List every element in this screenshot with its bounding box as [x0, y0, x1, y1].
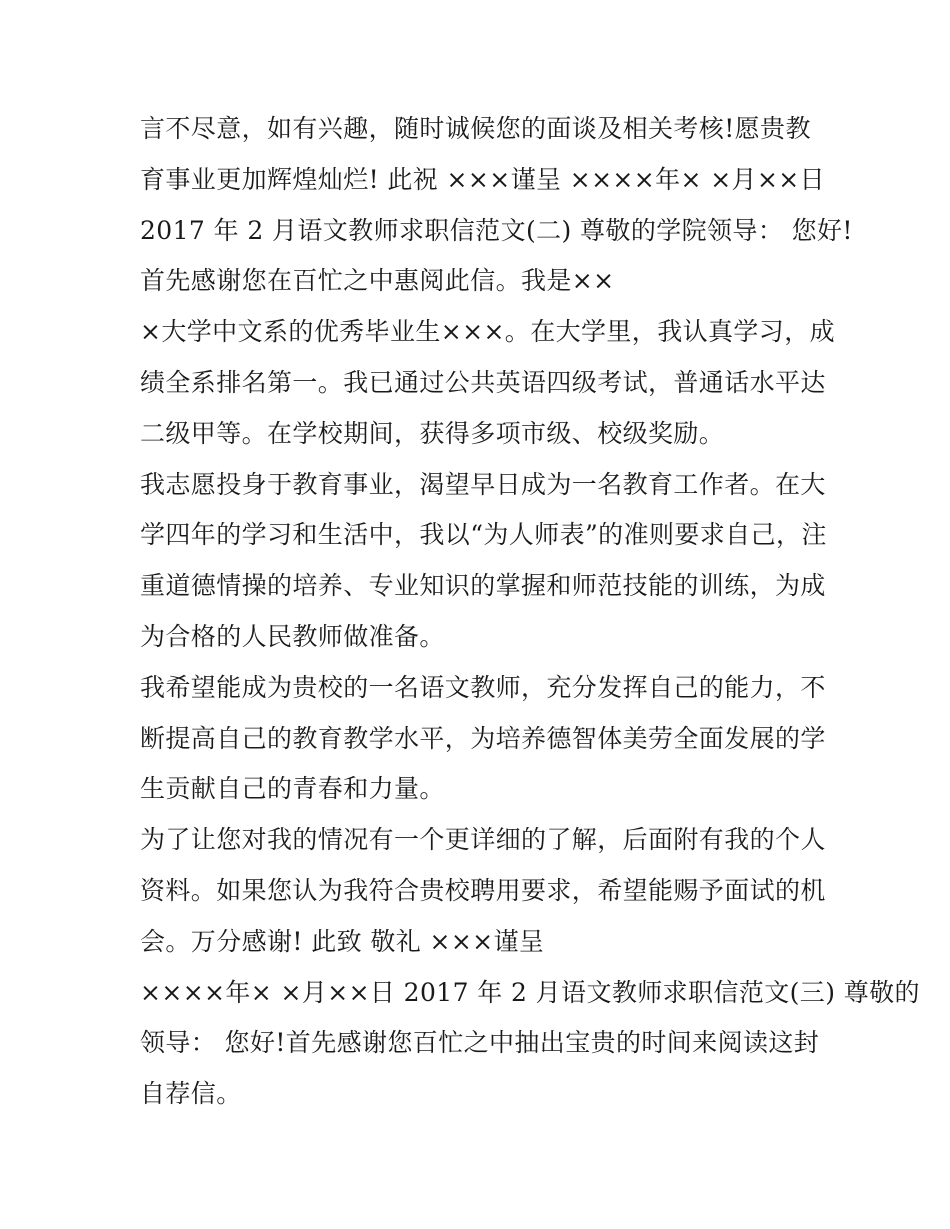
text-line: 我志愿投身于教育事业，渴望早日成为一名教育工作者。在大	[140, 469, 826, 499]
text-line: 二级甲等。在学校期间，获得多项市级、校级奖励。	[140, 418, 725, 448]
text-line: 2017 年 2 月语文教师求职信范文(二) 尊敬的学院领导： 您好!	[140, 215, 853, 245]
text-line: 育事业更加辉煌灿烂! 此祝 ×××谨呈 ××××年× ×月××日	[140, 164, 826, 194]
text-line: 学四年的学习和生活中，我以“为人师表”的准则要求自己，注	[140, 520, 827, 550]
text-line: 首先感谢您在百忙之中惠阅此信。我是××	[140, 266, 615, 296]
letter-body	[140, 104, 920, 1120]
text-line: 为了让您对我的情况有一个更详细的了解，后面附有我的个人	[140, 825, 826, 855]
text-line: 言不尽意，如有兴趣，随时诚候您的面谈及相关考核!愿贵教	[140, 114, 811, 143]
text-line: 断提高自己的教育教学水平，为培养德智体美劳全面发展的学	[140, 723, 826, 753]
text-line: ×大学中文系的优秀毕业生×××。在大学里，我认真学习，成	[140, 317, 835, 347]
text-line: 资料。如果您认为我符合贵校聘用要求，希望能赐予面试的机	[140, 875, 826, 905]
text-line: 重道德情操的培养、专业知识的掌握和师范技能的训练，为成	[140, 571, 826, 601]
text-line: 会。万分感谢! 此致 敬礼 ×××谨呈	[140, 926, 545, 956]
text-line: 生贡献自己的青春和力量。	[140, 774, 445, 804]
text-line: 领导： 您好!首先感谢您百忙之中抽出宝贵的时间来阅读这封	[140, 1028, 820, 1058]
text-line: 自荐信。	[140, 1079, 242, 1109]
text-line: 为合格的人民教师做准备。	[140, 621, 445, 651]
text-line: 我希望能成为贵校的一名语文教师，充分发挥自己的能力，不	[140, 672, 826, 702]
text-line: ××××年× ×月××日 2017 年 2 月语文教师求职信范文(三) 尊敬的	[140, 977, 920, 1007]
text-line: 绩全系排名第一。我已通过公共英语四级考试，普通话水平达	[140, 367, 826, 397]
